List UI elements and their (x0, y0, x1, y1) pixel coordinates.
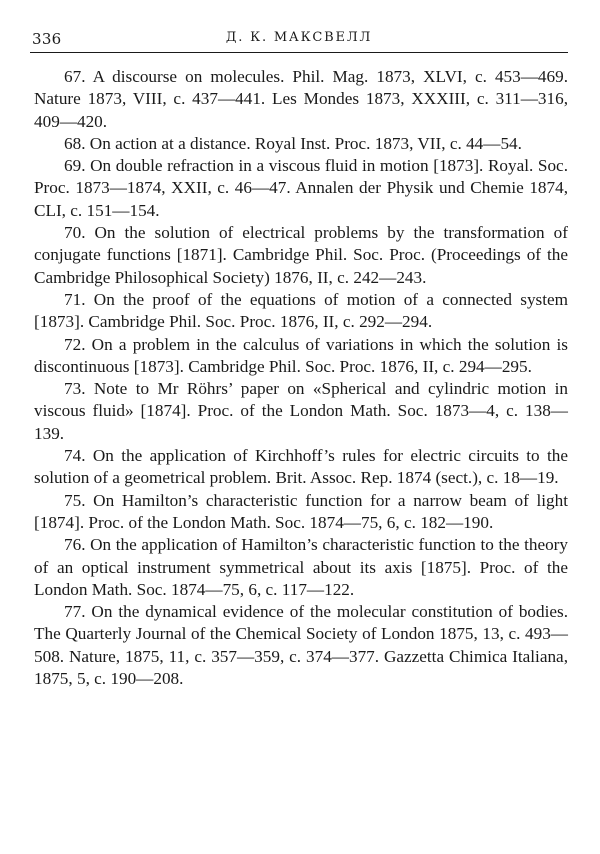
bibliography-entry: 70. On the solution of electrical problems by the transformation of conjugate functions [1871]. Cambridge Phil. Soc. Proc. (Proceedings of the Cambridge Philosophical Society) 1876, II, c. 242—243. (34, 223, 568, 287)
bibliography-entry: 77. On the dynamical evidence of the molecular constitution of bodies. The Quarterly Journal of the Chemical Society of London 1875, 13, c. 493—508. Nature, 1875, 11, c. 357—359, c. 374—377. Gazzetta Chimica Italiana, 1875, 5, c. 190—208. (34, 602, 568, 689)
bibliography-entry: 68. On action at a distance. Royal Inst. Proc. 1873, VII, c. 44—54. (64, 133, 522, 153)
bibliography-list (34, 66, 568, 690)
bibliography-entry: 72. On a problem in the calculus of variations in which the solution is discontinuous [1873]. Cambridge Phil. Soc. Proc. 1876, II, c. 294—295. (34, 334, 568, 376)
page-number: 336 (32, 30, 62, 48)
bibliography-entry: 76. On the application of Hamilton’s characteristic function to the theory of an optical instrument symmetrical about its axis [1875]. Proc. of the London Math. Soc. 1874—75, 6, c. 117—122. (34, 535, 568, 599)
bibliography-entry: 74. On the application of Kirchhoff’s rules for electric circuits to the solution of a geometrical problem. Brit. Assoc. Rep. 1874 (sect.), c. 18—19. (34, 446, 568, 488)
bibliography-entry: 67. A discourse on molecules. Phil. Mag. 1873, XLVI, c. 453—469. Nature 1873, VIII, c. 437—441. Les Mondes 1873, XXXIII, c. 311—316, 409—420. (34, 67, 568, 131)
bibliography-entry: 69. On double refraction in a viscous fluid in motion [1873]. Royal. Soc. Proc. 1873—1874, XXII, c. 46—47. Annalen der Physik und Chemie 1874, CLI, c. 151—154. (34, 156, 568, 220)
bibliography-entry: 75. On Hamilton’s characteristic function for a narrow beam of light [1874]. Proc. of the London Math. Soc. 1874—75, 6, c. 182—190. (34, 490, 568, 532)
bibliography-entry: 73. Note to Mr Röhrs’ paper on «Spherical and cylindric motion in viscous fluid» [1874]. Proc. of the London Math. Soc. 1873—4, c. 138—139. (34, 379, 568, 443)
bibliography-entry: 71. On the proof of the equations of motion of a connected system [1873]. Cambridge Phil. Soc. Proc. 1876, II, c. 292—294. (34, 289, 568, 332)
page-header (30, 28, 568, 53)
running-title: Д. К. МАКСВЕЛЛ (225, 30, 373, 45)
